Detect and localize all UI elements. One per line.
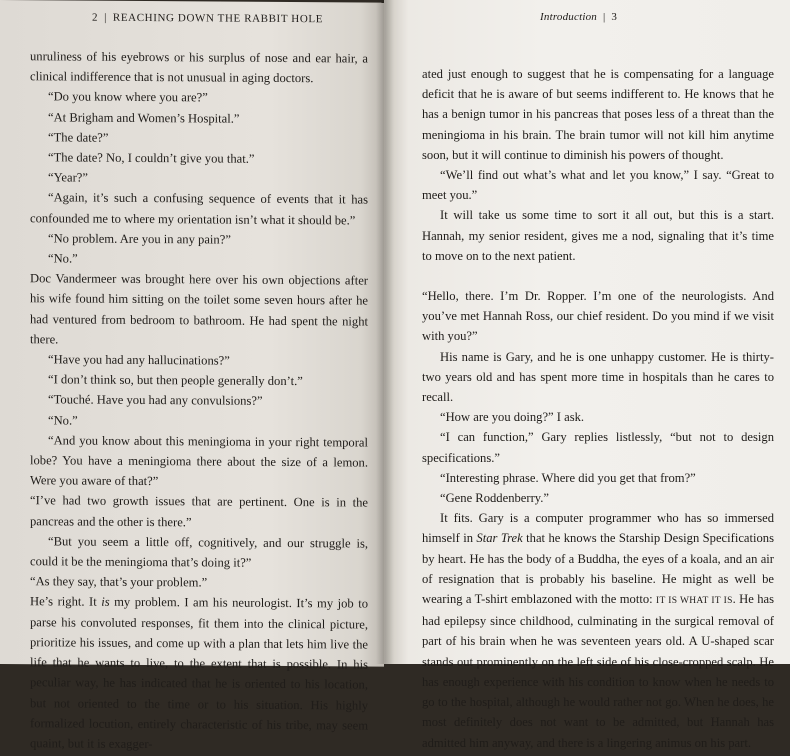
right-paragraph: “Interesting phrase. Where did you get that from?” <box>440 470 696 485</box>
right-paragraph: His name is Gary, and he is one unhappy customer. He is thirty-two years old and has spent more time in hospitals than he cares to recall. <box>422 349 774 405</box>
left-header-separator: | <box>104 11 107 24</box>
right-page <box>384 0 790 750</box>
left-page-number: 2 <box>92 11 99 24</box>
text-run: my problem. I am his neurologist. It’s my job to parse his convoluted responses, fit them into the clinical picture, prioritize his issues, and come up with a plan that lets him live the life that he wants to live, to the extent that is possible. In his peculiar way, he has indicated that he is oriented to his location, but not oriented to the time or to his situation. His highly formalized locution, entirely characteristic of his tribe, may seem quaint, but it is exagger- <box>30 595 369 751</box>
right-paragraph: It will take us some time to sort it all out, but this is a start. Hannah, my senior resident, gives me a nod, signaling that it’s time to move on to the next patient. <box>422 208 774 263</box>
left-running-head <box>92 12 323 26</box>
left-paragraph: “The date?” <box>48 130 109 145</box>
small-caps-motto: IT IS WHAT IT IS <box>655 596 733 607</box>
left-chapter-title: REACHING DOWN THE RABBIT HOLE <box>112 11 324 26</box>
right-page-number: 3 <box>611 11 618 23</box>
text-run: He’s right. It <box>30 594 102 610</box>
left-paragraph: “And you know about this meningioma in your right temporal lobe? You have a meningioma there about the size of a lemon. Were you aware of that?” <box>30 433 368 489</box>
left-paragraph: “I’ve had two growth issues that are pertinent. One is in the pancreas and the other is there.” <box>30 493 368 530</box>
right-paragraph-last <box>422 508 774 752</box>
left-paragraph: “As they say, that’s your problem.” <box>30 574 208 590</box>
left-paragraph: “No problem. Are you in any pain?” <box>48 231 231 247</box>
right-paragraph: “I can function,” Gary replies listlessly, “but not to design specifications.” <box>422 430 774 465</box>
left-paragraph: unruliness of his eyebrows or his surplus of nose and ear hair, a clinical indifference that is not unusual in aging doctors. <box>30 49 368 86</box>
right-header-separator: | <box>603 11 606 23</box>
left-paragraph: “Year?” <box>48 170 88 185</box>
left-paragraph: “No.” <box>48 251 78 266</box>
text-run: that he knows the Starship Design Specifications by heart. He has the body of a Buddha, the eyes of a koala, and an air of resignation that is probably his baseline. He might as well be wearing a T-shirt emblazoned with the motto: <box>422 531 774 607</box>
left-paragraph: “Have you had any hallucinations?” <box>48 352 230 368</box>
text-run: . He has had epilepsy since childhood, culminating in the surgical removal of part of his brain when he was seventeen years old. A U-shaped scar stands out prominently on the left side of his close-cropped scalp. He has enough experience with his condition to know when he needs to go to the hospital, although he would rather not go. When he does, he most definitely does not want to be admitted, but Hannah has admitted him anyway, and there is a lingering animus on his part. <box>422 592 774 750</box>
right-paragraph: “Hello, there. I’m Dr. Ropper. I’m one of the neurologists. And you’ve met Hannah Ross, our chief resident. Do you mind if we visit with you?” <box>422 289 774 344</box>
right-paragraph: ated just enough to suggest that he is compensating for a language deficit that he is aware of but seems indifferent to. He knows that he has a benign tumor in his pancreas that poses less of a threat than the meningioma in his brain. The brain tumor will not kill him anytime soon, but it will continue to diminish his powers of thought. <box>422 67 774 162</box>
left-paragraph: Doc Vandermeer was brought here over his own objections after his wife found him sitting on the toilet some seven hours after he had ventured from bedroom to bathroom. He had spent the night there. <box>30 271 368 347</box>
left-paragraph: “At Brigham and Women’s Hospital.” <box>48 109 240 126</box>
right-body-text <box>422 64 774 753</box>
right-paragraph: “We’ll find out what’s what and let you know,” I say. “Great to meet you.” <box>422 168 774 203</box>
left-paragraph: “No.” <box>48 412 78 428</box>
left-page <box>0 0 384 751</box>
left-paragraph: “Again, it’s such a confusing sequence of events that it has confounded me to where my orientation isn’t what it should be.” <box>30 190 368 228</box>
emphasis: is <box>101 595 110 610</box>
left-paragraph: “I don’t think so, but then people generally don’t.” <box>48 372 303 389</box>
text-run: It fits. Gary is a computer programmer who has so immersed himself in <box>422 511 774 546</box>
right-paragraph: “Gene Roddenberry.” <box>440 491 549 506</box>
right-running-head <box>540 11 617 23</box>
left-body-text <box>30 46 368 755</box>
left-paragraph: “Do you know where you are?” <box>48 89 208 105</box>
left-paragraph: “But you seem a little off, cognitively, and our struggle is, could it be the meningioma that’s doing it?” <box>30 534 368 570</box>
right-chapter-title: Introduction <box>540 11 597 23</box>
emphasis: Star Trek <box>476 531 523 546</box>
left-paragraph-last <box>30 592 368 756</box>
book-gutter <box>376 0 394 664</box>
left-paragraph: “Touché. Have you had any convulsions?” <box>48 392 263 409</box>
right-paragraph: “How are you doing?” I ask. <box>440 410 585 425</box>
left-paragraph: “The date? No, I couldn’t give you that.” <box>48 150 255 166</box>
